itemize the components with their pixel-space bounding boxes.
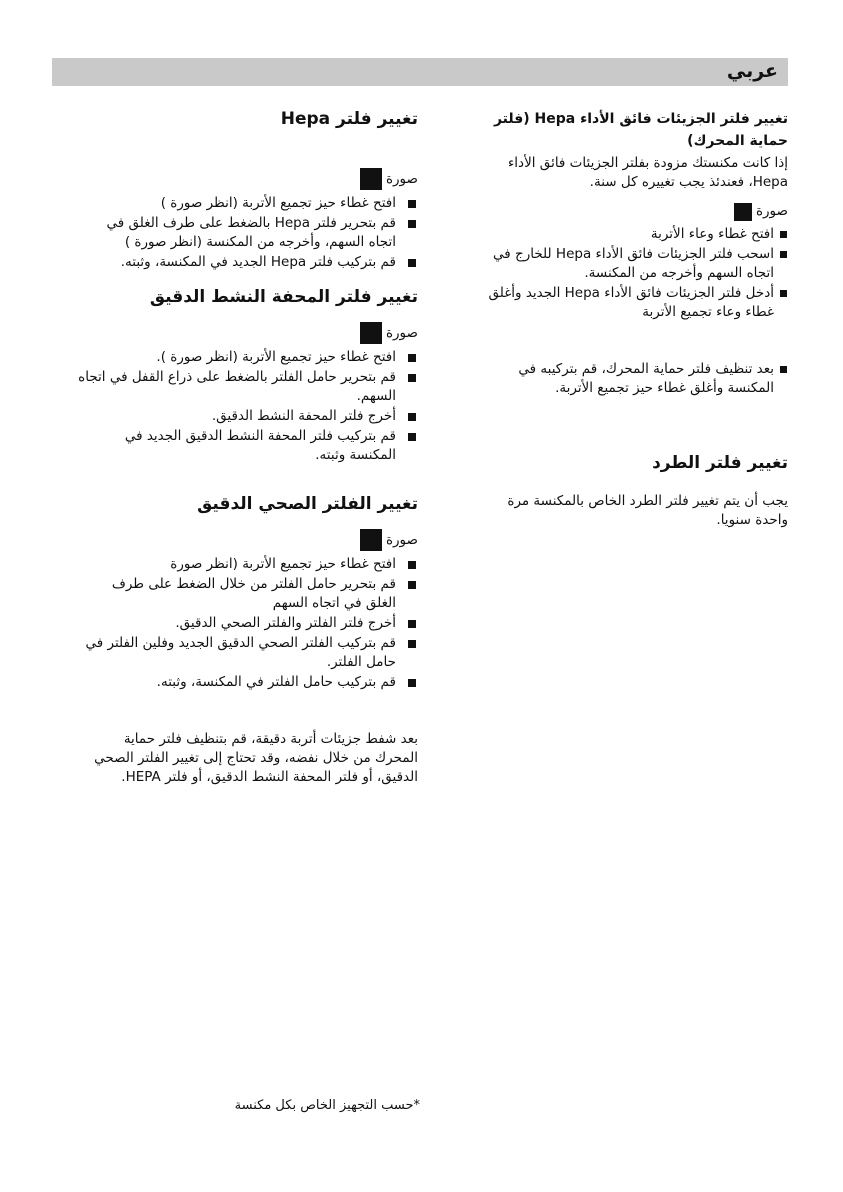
language-header-bar bbox=[52, 58, 788, 86]
hepa-steps-list bbox=[472, 225, 788, 322]
language-label: عربي bbox=[726, 60, 778, 82]
exhaust-filter-text: يجب أن يتم تغيير فلتر الطرد الخاص بالمكنسة مرة واحدة سنويا. bbox=[507, 493, 788, 528]
after-suction-note: بعد شفط جزيئات أتربة دقيقة، قم بتنظيف فلتر حماية المحرك من خلال نفضه، وقد تحتاج إلى تغيير الفلتر الصحي الدقيق، أو فلتر المحفة النشط الدقيق، أو فلتر HEPA. bbox=[94, 731, 418, 785]
hepa-motor-filter-title: تغيير فلتر الجزيئات فائق الأداء Hepa (فلتر حماية المحرك) bbox=[493, 111, 788, 149]
figure-number-box bbox=[734, 203, 752, 221]
figure-label: صورة bbox=[385, 324, 418, 341]
list-item: قم بتركيب الفلتر الصحي الدقيق الجديد وفلين الفلتر في حامل الفلتر. bbox=[78, 634, 418, 672]
figure-number-box bbox=[360, 529, 382, 551]
list-item: افتح غطاء حيز تجميع الأتربة (انظر صورة ) bbox=[78, 194, 418, 213]
list-item: قم بتركيب فلتر المحفة النشط الدقيق الجديد في المكنسة وثبته. bbox=[78, 427, 418, 465]
motor-note-list bbox=[472, 360, 788, 398]
micro-filter-title: تغيير الفلتر الصحي الدقيق bbox=[197, 494, 418, 514]
right-column bbox=[472, 108, 788, 540]
figure-reference bbox=[78, 322, 418, 344]
left-column bbox=[78, 108, 418, 797]
figure-label: صورة bbox=[385, 531, 418, 548]
list-item: قم بتحرير فلتر Hepa بالضغط على طرف الغلق في اتجاه السهم، وأخرجه من المكنسة (انظر صورة ) bbox=[78, 214, 418, 252]
figure-reference bbox=[78, 529, 418, 551]
list-item: افتح غطاء حيز تجميع الأتربة (انظر صورة ). bbox=[78, 348, 418, 367]
list-item: أخرج فلتر الفلتر والفلتر الصحي الدقيق. bbox=[78, 614, 418, 633]
fine-foam-steps-list bbox=[78, 348, 418, 465]
figure-reference bbox=[78, 168, 418, 190]
list-item: قم بتحرير حامل الفلتر بالضغط على ذراع القفل في اتجاه السهم. bbox=[78, 368, 418, 406]
list-item: قم بتحرير حامل الفلتر من خلال الضغط على طرف الغلق في اتجاه السهم bbox=[78, 575, 418, 613]
exhaust-filter-title: تغيير فلتر الطرد bbox=[652, 453, 788, 473]
figure-reference bbox=[472, 202, 788, 221]
list-item: اسحب فلتر الجزيئات فائق الأداء Hepa للخارج في اتجاه السهم وأخرجه من المكنسة. bbox=[472, 245, 788, 283]
list-item: أدخل فلتر الجزيئات فائق الأداء Hepa الجديد وأغلق غطاء وعاء تجميع الأتربة bbox=[472, 284, 788, 322]
fine-foam-filter-title: تغيير فلتر المحفة النشط الدقيق bbox=[149, 287, 418, 307]
list-item: بعد تنظيف فلتر حماية المحرك، قم بتركيبه في المكنسة وأغلق غطاء حيز تجميع الأتربة. bbox=[472, 360, 788, 398]
list-item: افتح غطاء حيز تجميع الأتربة (انظر صورة bbox=[78, 555, 418, 574]
figure-number-box bbox=[360, 168, 382, 190]
hepa-filter-title: تغيير فلتر Hepa bbox=[280, 109, 418, 129]
hepa-steps-list bbox=[78, 194, 418, 272]
figure-label: صورة bbox=[755, 203, 788, 219]
hepa-intro-text: إذا كانت مكنستك مزودة بفلتر الجزيئات فائق الأداء Hepa، فعندئذ يجب تغييره كل سنة. bbox=[507, 155, 788, 190]
list-item: قم بتركيب فلتر Hepa الجديد في المكنسة، وثبته. bbox=[78, 253, 418, 272]
footnote: *حسب التجهيز الخاص بكل مكنسة bbox=[234, 1098, 420, 1113]
list-item: أخرج فلتر المحفة النشط الدقيق. bbox=[78, 407, 418, 426]
micro-filter-steps-list bbox=[78, 555, 418, 692]
figure-number-box bbox=[360, 322, 382, 344]
list-item: افتح غطاء وعاء الأتربة bbox=[472, 225, 788, 244]
figure-label: صورة bbox=[385, 170, 418, 187]
list-item: قم بتركيب حامل الفلتر في المكنسة، وثبته. bbox=[78, 673, 418, 692]
